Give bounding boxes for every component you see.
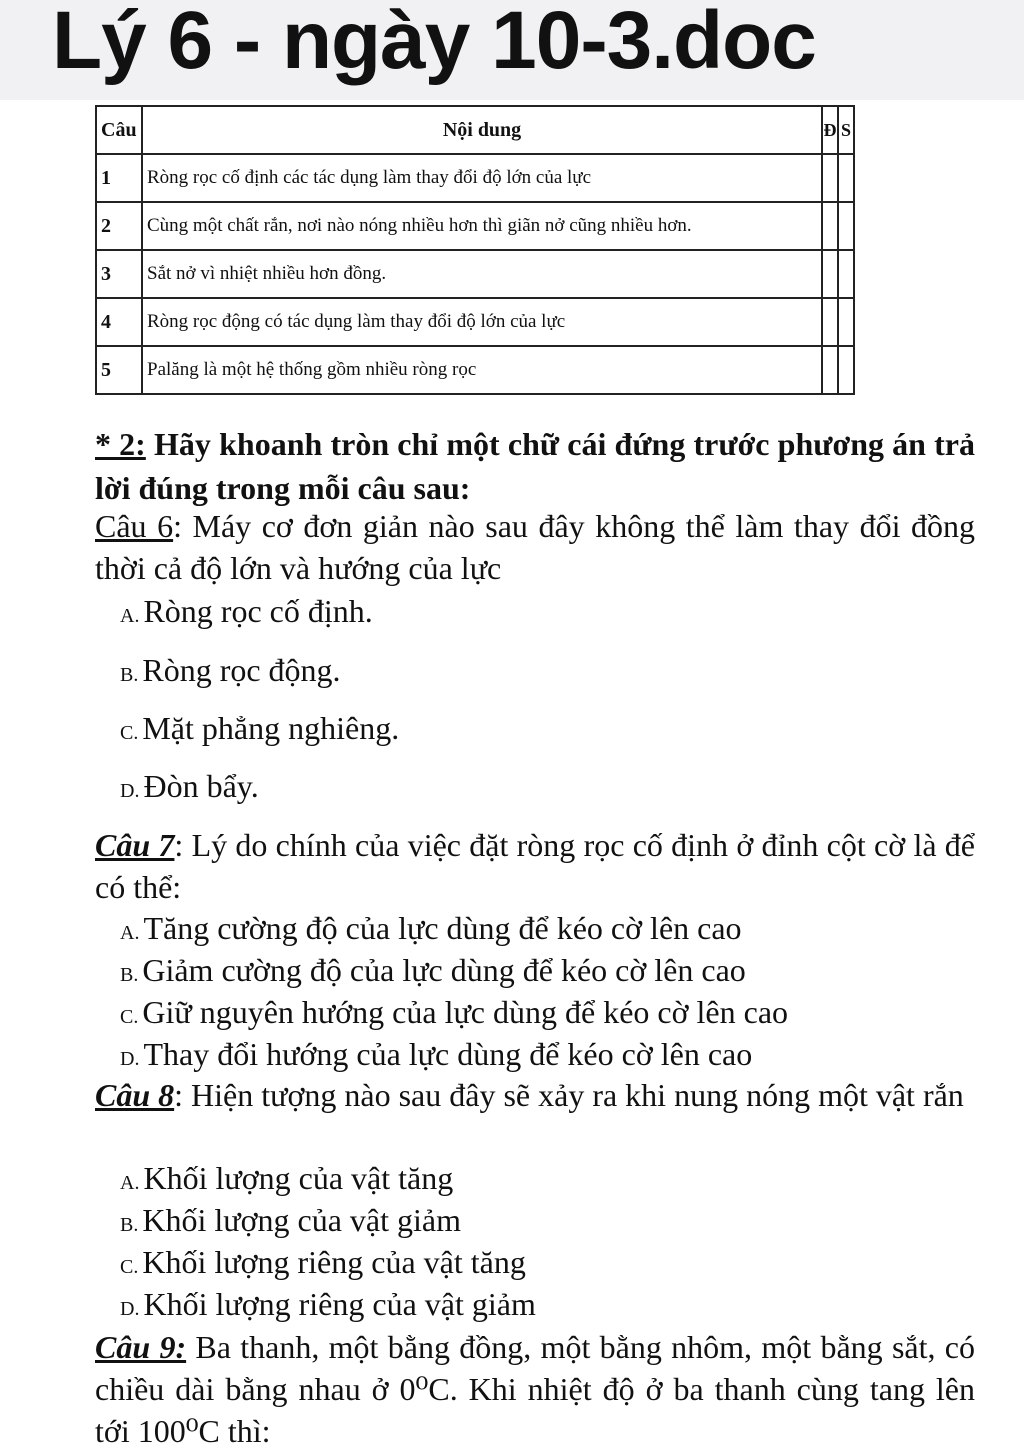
section-text: Hãy khoanh tròn chỉ một chữ cái đứng trước phương án trả lời đúng trong mỗi câu sau: [95, 426, 976, 506]
question-7 [95, 824, 975, 908]
option-letter: A. [120, 1172, 140, 1194]
row-content: Cùng một chất rắn, nơi nào nóng nhiều hơn thì giãn nở cũng nhiều hơn. [142, 202, 822, 250]
table-row [96, 154, 854, 202]
false-cell [838, 202, 854, 250]
question-label: Câu 9: [95, 1329, 187, 1365]
true-cell [822, 298, 838, 346]
question-label: Câu 7 [95, 827, 175, 863]
false-cell [838, 154, 854, 202]
option-text: Ròng rọc cố định. [143, 593, 373, 629]
header-true: Đ [822, 106, 838, 154]
option-text: Đòn bẩy. [143, 768, 259, 804]
row-num: 3 [96, 250, 142, 298]
option-text: Thay đổi hướng của lực dùng để kéo cờ lên cao [143, 1036, 753, 1072]
question-text: Ba thanh, một bằng đồng, một bằng nhôm, một bằng sắt, có chiều dài bằng nhau ở 0⁰C. Khi nhiệt độ ở ba thanh cùng tang lên tới 100⁰C thì: [95, 1329, 976, 1449]
option-letter: C. [120, 722, 139, 744]
true-cell [822, 154, 838, 202]
option [120, 992, 788, 1037]
title-bar [0, 0, 1024, 100]
true-cell [822, 250, 838, 298]
option-letter: C. [120, 1256, 139, 1278]
option [120, 591, 373, 636]
option-letter: B. [120, 664, 139, 686]
option [120, 766, 259, 811]
row-content: Sắt nở vì nhiệt nhiều hơn đồng. [142, 250, 822, 298]
row-num: 5 [96, 346, 142, 394]
option-letter: A. [120, 922, 140, 944]
option [120, 1034, 752, 1079]
document-title: Lý 6 - ngày 10-3.doc [52, 0, 816, 86]
row-content: Ròng rọc động có tác dụng làm thay đổi độ lớn của lực [142, 298, 822, 346]
option [120, 950, 746, 995]
option-text: Khối lượng riêng của vật giảm [143, 1286, 536, 1322]
table-row [96, 298, 854, 346]
option [120, 650, 341, 695]
question-text: : Hiện tượng nào sau đây sẽ xảy ra khi nung nóng một vật rắn [174, 1077, 964, 1113]
row-num: 1 [96, 154, 142, 202]
row-content: Ròng rọc cố định các tác dụng làm thay đổi độ lớn của lực [142, 154, 822, 202]
option-text: Mặt phẳng nghiêng. [142, 710, 400, 746]
option [120, 908, 742, 953]
option-letter: C. [120, 1006, 139, 1028]
question-text: : Lý do chính của việc đặt ròng rọc cố định ở đỉnh cột cờ là để có thể: [95, 827, 976, 905]
option-text: Tăng cường độ của lực dùng để kéo cờ lên cao [143, 910, 742, 946]
row-num: 4 [96, 298, 142, 346]
false-cell [838, 298, 854, 346]
question-label: Câu 6 [95, 508, 174, 544]
option-letter: D. [120, 1048, 140, 1070]
option [120, 1284, 536, 1329]
question-6 [95, 505, 975, 589]
option [120, 708, 399, 753]
option [120, 1158, 453, 1203]
table-row [96, 346, 854, 394]
header-false: S [838, 106, 854, 154]
option-text: Khối lượng của vật giảm [142, 1202, 461, 1238]
option-letter: D. [120, 780, 140, 802]
header-content: Nội dung [142, 106, 822, 154]
option [120, 1200, 461, 1245]
document-page [0, 100, 1024, 1449]
true-cell [822, 202, 838, 250]
question-9 [95, 1326, 975, 1452]
false-cell [838, 250, 854, 298]
table-row [96, 202, 854, 250]
true-false-table [95, 105, 855, 395]
option-text: Ròng rọc động. [142, 652, 341, 688]
option [120, 1242, 526, 1287]
option-letter: A. [120, 605, 140, 627]
true-cell [822, 346, 838, 394]
row-content: Palăng là một hệ thống gồm nhiều ròng rọc [142, 346, 822, 394]
question-8 [95, 1074, 975, 1116]
table-header-row [96, 106, 854, 154]
option-letter: D. [120, 1298, 140, 1320]
false-cell [838, 346, 854, 394]
question-label: Câu 8 [95, 1077, 175, 1113]
option-letter: B. [120, 1214, 139, 1236]
table-row [96, 250, 854, 298]
option-text: Giảm cường độ của lực dùng để kéo cờ lên cao [142, 952, 746, 988]
option-text: Khối lượng riêng của vật tăng [142, 1244, 526, 1280]
option-text: Giữ nguyên hướng của lực dùng để kéo cờ lên cao [142, 994, 789, 1030]
section-marker: * 2: [95, 426, 146, 462]
header-num: Câu [96, 106, 142, 154]
option-letter: B. [120, 964, 139, 986]
option-text: Khối lượng của vật tăng [143, 1160, 454, 1196]
question-text: : Máy cơ đơn giản nào sau đây không thể làm thay đổi đồng thời cả độ lớn và hướng của lực [95, 508, 976, 586]
row-num: 2 [96, 202, 142, 250]
section-heading [95, 422, 975, 510]
